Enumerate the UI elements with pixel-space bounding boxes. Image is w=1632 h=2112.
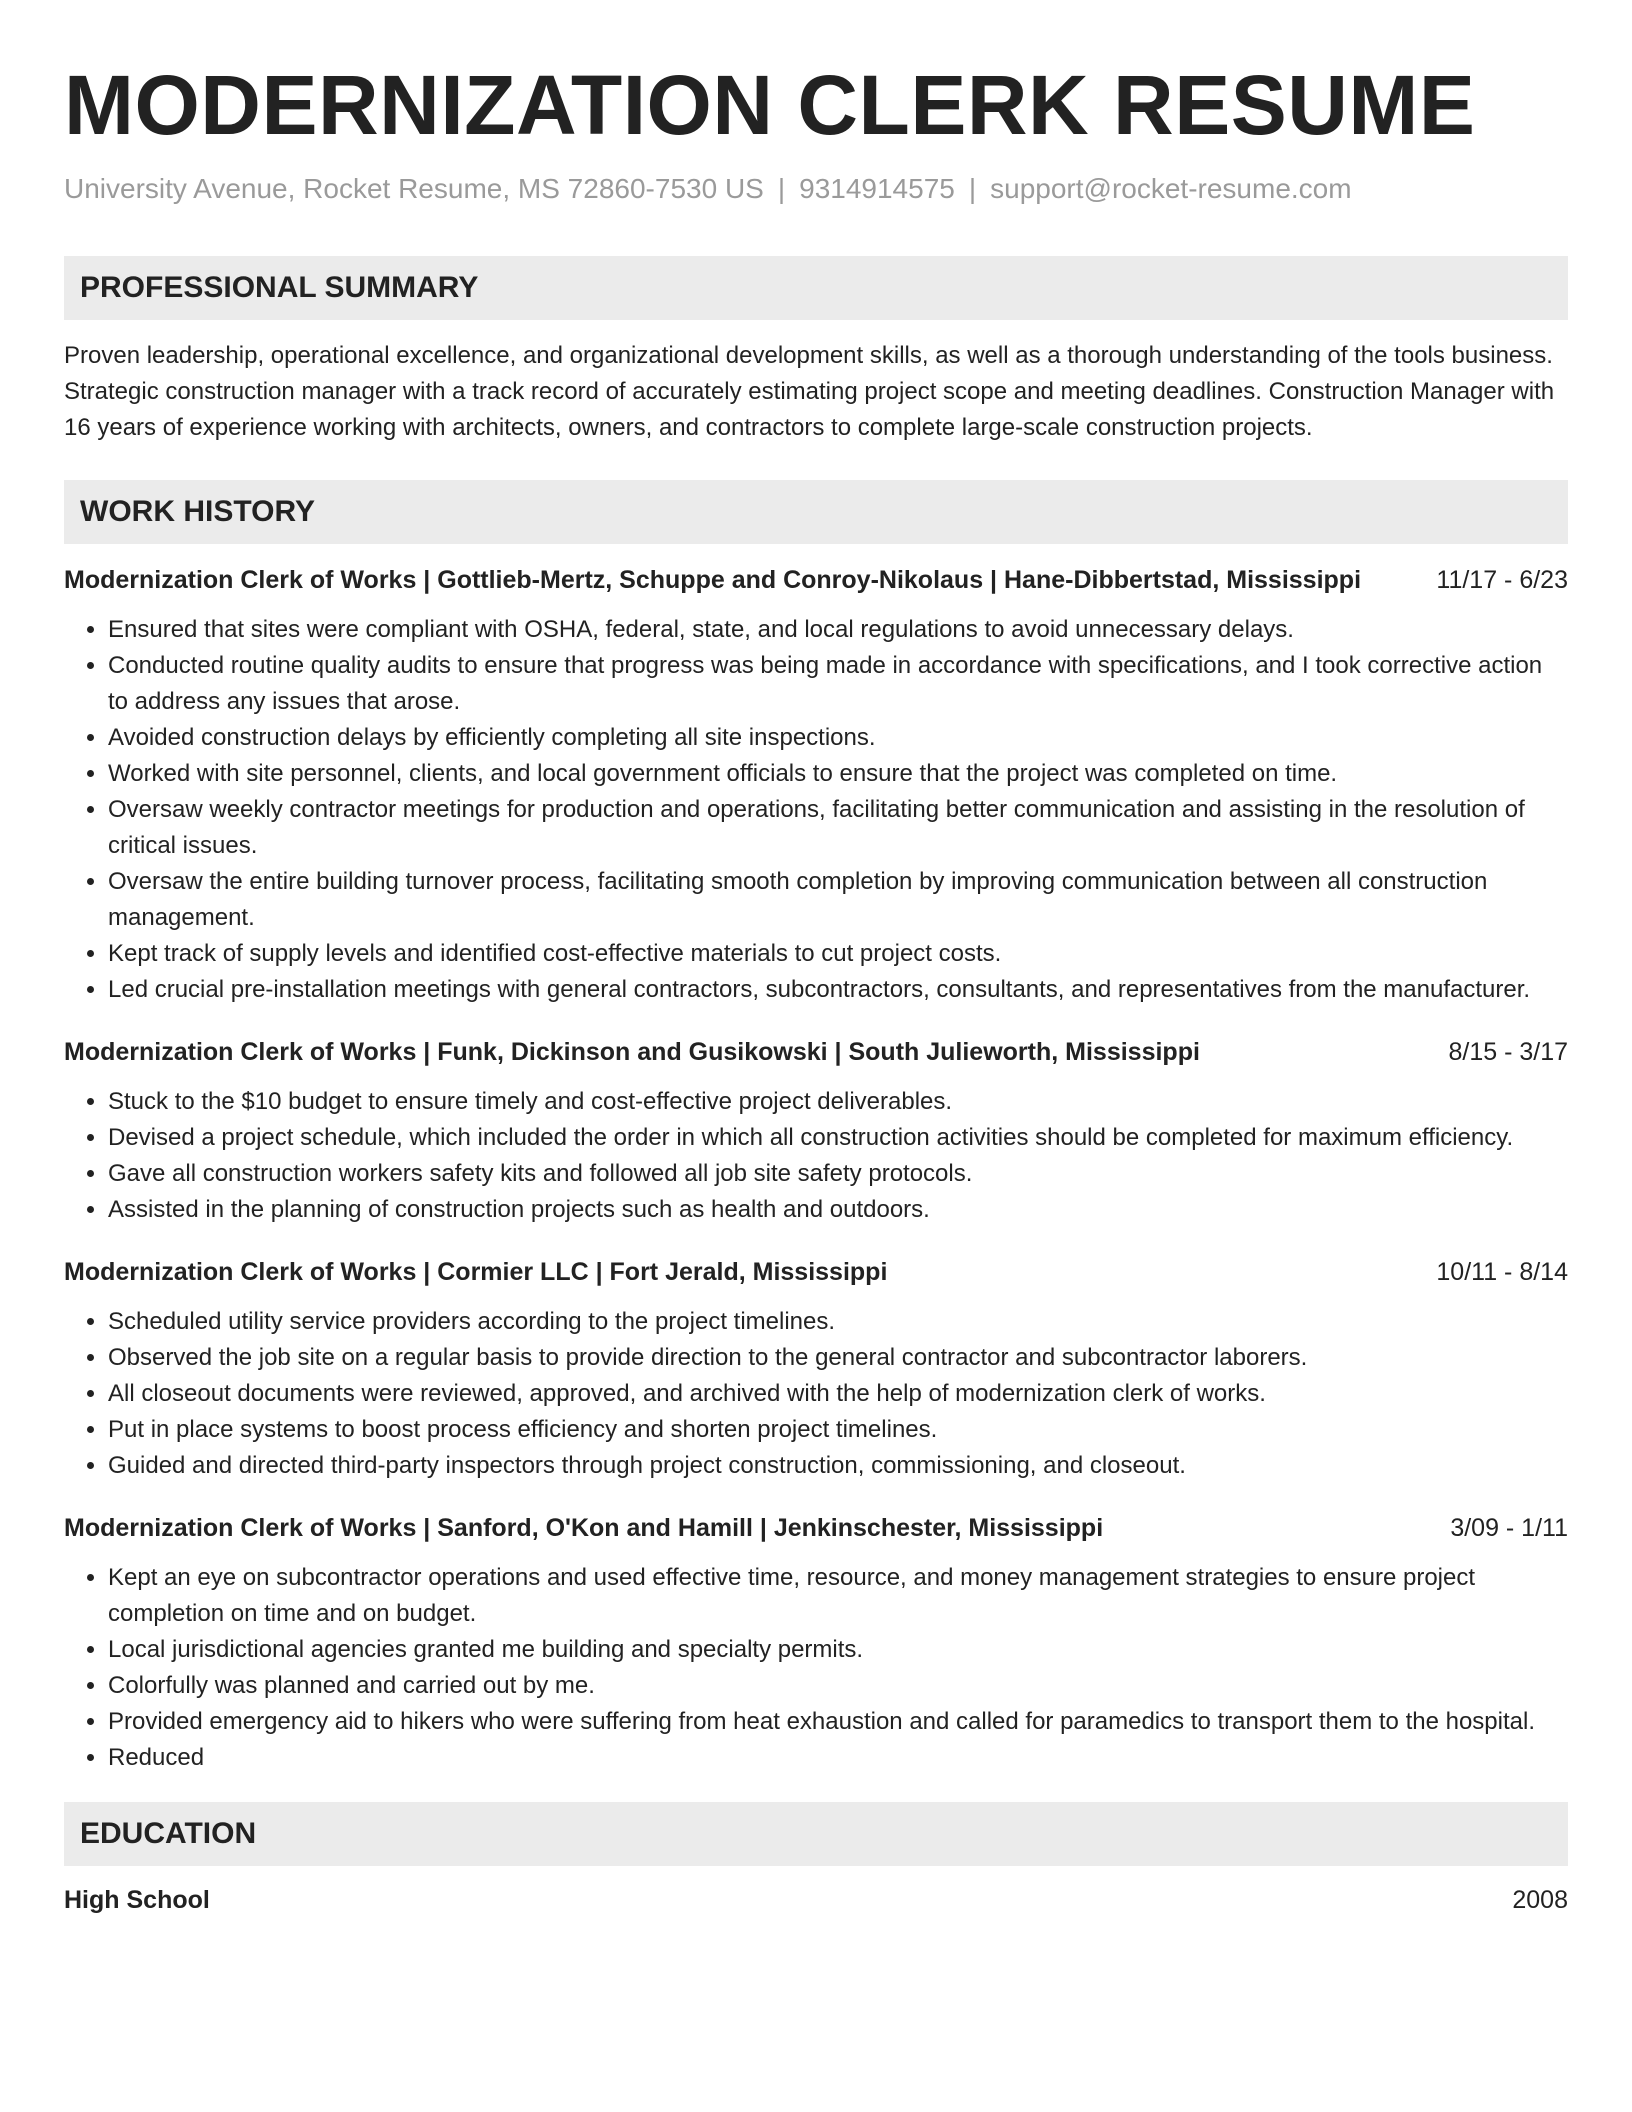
job-bullets bbox=[64, 1560, 1568, 1776]
job-bullet: • Led crucial pre-installation meetings with general contractors, subcontractors, consultants, and representatives from the manufacturer. bbox=[108, 972, 1568, 1008]
job-bullet: • Oversaw weekly contractor meetings for production and operations, facilitating better communication and assisting in the resolution of critical issues. bbox=[108, 792, 1568, 864]
job-title: Modernization Clerk of Works | Cormier LLC | Fort Jerald, Mississippi bbox=[64, 1258, 888, 1286]
job-bullet: • Worked with site personnel, clients, and local government officials to ensure that the project was completed on time. bbox=[108, 756, 1568, 792]
section-header-education: EDUCATION bbox=[64, 1802, 1568, 1866]
job-bullet: • Oversaw the entire building turnover process, facilitating smooth completion by improving communication between all construction management. bbox=[108, 864, 1568, 936]
job-bullet: • Stuck to the $10 budget to ensure timely and cost-effective project deliverables. bbox=[108, 1084, 1568, 1120]
job-bullet: • Guided and directed third-party inspectors through project construction, commissioning, and closeout. bbox=[108, 1448, 1568, 1484]
job-entry bbox=[64, 562, 1568, 1008]
job-bullet: • Provided emergency aid to hikers who were suffering from heat exhaustion and called for paramedics to transport them to the hospital. bbox=[108, 1704, 1568, 1740]
job-bullet: • Kept an eye on subcontractor operations and used effective time, resource, and money management strategies to ensure project completion on time and on budget. bbox=[108, 1560, 1568, 1632]
work-history-list bbox=[64, 562, 1568, 1776]
contact-email: support@rocket-resume.com bbox=[990, 173, 1352, 204]
education-year: 2008 bbox=[1512, 1886, 1568, 1914]
summary-text: Proven leadership, operational excellence, and organizational development skills, as well as a thorough understanding of the tools business. Strategic construction manager with a track record of accurately estimating project scope and meeting deadlines. Construction Manager with 16 years of experience working with architects, owners, and contractors to complete large-scale construction projects. bbox=[64, 342, 1555, 441]
job-bullets bbox=[64, 1304, 1568, 1484]
job-entry bbox=[64, 1254, 1568, 1484]
job-bullet: • Colorfully was planned and carried out by me. bbox=[108, 1668, 1568, 1704]
job-bullet: • Devised a project schedule, which included the order in which all construction activities should be completed for maximum efficiency. bbox=[108, 1120, 1568, 1156]
contact-separator: | bbox=[968, 173, 977, 204]
job-bullet: • Gave all construction workers safety kits and followed all job site safety protocols. bbox=[108, 1156, 1568, 1192]
job-entry bbox=[64, 1510, 1568, 1776]
section-header-summary: PROFESSIONAL SUMMARY bbox=[64, 256, 1568, 320]
job-bullets bbox=[64, 612, 1568, 1008]
job-title: Modernization Clerk of Works | Gottlieb-Mertz, Schuppe and Conroy-Nikolaus | Hane-Dibbertstad, Mississippi bbox=[64, 566, 1362, 594]
job-header bbox=[64, 1034, 1568, 1070]
job-bullet: • Scheduled utility service providers according to the project timelines. bbox=[108, 1304, 1568, 1340]
job-bullet: • Observed the job site on a regular basis to provide direction to the general contractor and subcontractor laborers. bbox=[108, 1340, 1568, 1376]
job-bullet: • Ensured that sites were compliant with OSHA, federal, state, and local regulations to avoid unnecessary delays. bbox=[108, 612, 1568, 648]
job-header bbox=[64, 1510, 1568, 1546]
section-header-work-history: WORK HISTORY bbox=[64, 480, 1568, 544]
job-bullet: • Avoided construction delays by efficiently completing all site inspections. bbox=[108, 720, 1568, 756]
job-header bbox=[64, 562, 1568, 598]
job-dates: 10/11 - 8/14 bbox=[1436, 1258, 1568, 1286]
education-title: High School bbox=[64, 1886, 210, 1914]
job-bullet: • Assisted in the planning of construction projects such as health and outdoors. bbox=[108, 1192, 1568, 1228]
job-bullet: • Local jurisdictional agencies granted me building and specialty permits. bbox=[108, 1632, 1568, 1668]
job-entry bbox=[64, 1034, 1568, 1228]
job-title: Modernization Clerk of Works | Funk, Dickinson and Gusikowski | South Julieworth, Mississippi bbox=[64, 1038, 1200, 1066]
job-dates: 8/15 - 3/17 bbox=[1448, 1038, 1568, 1066]
job-bullet: • All closeout documents were reviewed, approved, and archived with the help of modernization clerk of works. bbox=[108, 1376, 1568, 1412]
job-header bbox=[64, 1254, 1568, 1290]
job-title: Modernization Clerk of Works | Sanford, O'Kon and Hamill | Jenkinschester, Mississippi bbox=[64, 1514, 1104, 1542]
contact-address: University Avenue, Rocket Resume, MS 72860-7530 US bbox=[64, 173, 764, 204]
job-dates: 3/09 - 1/11 bbox=[1450, 1514, 1568, 1542]
education-entry bbox=[64, 1882, 1568, 1918]
job-bullets bbox=[64, 1084, 1568, 1228]
resume-title: MODERNIZATION CLERK RESUME bbox=[64, 58, 1476, 152]
job-bullet: • Put in place systems to boost process efficiency and shorten project timelines. bbox=[108, 1412, 1568, 1448]
job-bullet: • Kept track of supply levels and identified cost-effective materials to cut project costs. bbox=[108, 936, 1568, 972]
contact-line bbox=[64, 172, 1568, 206]
contact-phone: 9314914575 bbox=[799, 173, 955, 204]
contact-separator: | bbox=[777, 173, 786, 204]
job-bullet: • Conducted routine quality audits to ensure that progress was being made in accordance with specifications, and I took corrective action to address any issues that arose. bbox=[108, 648, 1568, 720]
job-dates: 11/17 - 6/23 bbox=[1436, 566, 1568, 594]
job-bullet: • Reduced bbox=[108, 1740, 1568, 1776]
